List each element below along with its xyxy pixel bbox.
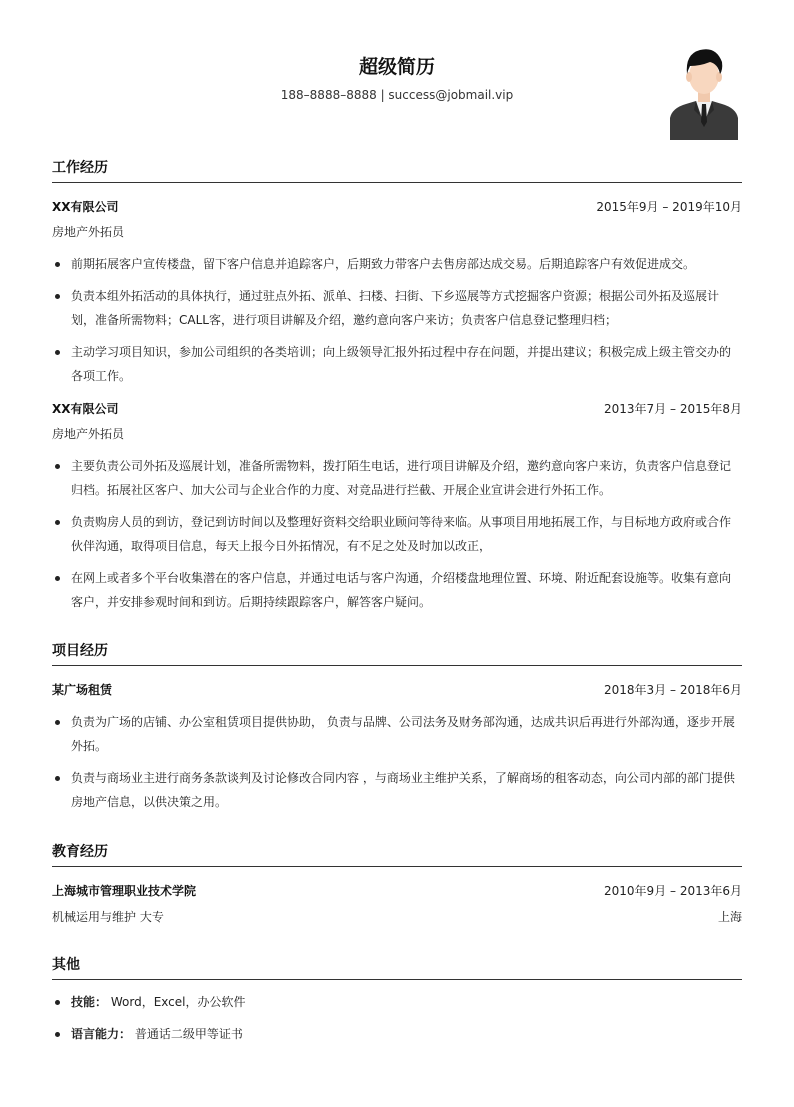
list-item: 主要负责公司外拓及巡展计划，准备所需物料，拨打陌生电话，进行项目讲解及介绍，邀约意向客户来访，负责客户信息登记归档。拓展社区客户、加大公司与企业合作的力度、对竞品进行拦截、开展企业宣讲会进行外拓工作。: [52, 454, 742, 502]
company-name: XX有限公司: [52, 199, 119, 214]
section-divider: [52, 665, 742, 666]
avatar-photo: [666, 44, 742, 140]
project-section-header: [52, 640, 742, 666]
language-label: 语言能力：: [71, 1027, 132, 1041]
resume-name: 超级简历: [358, 56, 435, 78]
education-section-title: 教育经历: [52, 844, 108, 860]
project-entry: [52, 680, 742, 698]
language-value: 普通话二级甲等证书: [134, 1027, 243, 1041]
work-entry-2-duties: [52, 454, 742, 614]
date-range: 2018年3月 – 2018年6月: [604, 682, 742, 697]
contact-info: 188–8888–8888 | success@jobmail.vip: [280, 88, 514, 102]
work-entry-2: [52, 399, 742, 443]
project-duties: [52, 710, 742, 814]
other-list: [52, 990, 742, 1046]
list-item: 负责与商场业主进行商务条款谈判及讨论修改合同内容 ，与商场业主维护关系，了解商场的租客动态，向公司内部的部门提供房地产信息，以供决策之用。: [52, 766, 742, 814]
work-section-header: [52, 157, 742, 183]
resume-header: [0, 0, 794, 150]
work-entry-1: [52, 197, 742, 241]
job-title: 房地产外拓员: [52, 225, 125, 239]
section-divider: [52, 182, 742, 183]
list-item: [52, 1022, 742, 1046]
job-title: 房地产外拓员: [52, 427, 125, 441]
date-range: 2013年7月 – 2015年8月: [604, 401, 742, 416]
other-section-header: [52, 954, 742, 980]
skill-value: Word，Excel，办公软件: [110, 995, 246, 1009]
school-location: 上海: [717, 909, 742, 924]
education-entry: [52, 881, 742, 925]
work-entry-1-duties: [52, 252, 742, 388]
work-section-title: 工作经历: [52, 160, 108, 176]
skill-label: 技能：: [71, 995, 108, 1009]
other-section-title: 其他: [52, 957, 80, 973]
school-name: 上海城市管理职业技术学院: [52, 883, 197, 898]
education-section-header: [52, 841, 742, 867]
list-item: 前期拓展客户宣传楼盘，留下客户信息并追踪客户，后期致力带客户去售房部达成交易。后期追踪客户有效促进成交。: [52, 252, 742, 276]
list-item: 负责购房人员的到访，登记到访时间以及整理好资料交给职业顾问等待来临。从事项目用地拓展工作，与目标地方政府或合作伙伴沟通，取得项目信息，每天上报今日外拓情况，有不足之处及时加以改正，: [52, 510, 742, 558]
list-item: [52, 990, 742, 1014]
company-name: XX有限公司: [52, 401, 119, 416]
section-divider: [52, 866, 742, 867]
project-name: 某广场租赁: [52, 682, 113, 697]
list-item: 负责本组外拓活动的具体执行，通过驻点外拓、派单、扫楼、扫街、下乡巡展等方式挖掘客户资源；根据公司外拓及巡展计划，准备所需物料；CALL客，进行项目讲解及介绍，邀约意向客户来访；负责客户信息登记整理归档；: [52, 284, 742, 332]
date-range: 2010年9月 – 2013年6月: [604, 883, 742, 898]
list-item: 主动学习项目知识，参加公司组织的各类培训；向上级领导汇报外拓过程中存在问题，并提出建议；积极完成上级主管交办的各项工作。: [52, 340, 742, 388]
major-degree: 机械运用与维护 大专: [52, 909, 164, 924]
list-item: 负责为广场的店铺、办公室租赁项目提供协助， 负责与品牌、公司法务及财务部沟通，达成共识后再进行外部沟通，逐步开展外拓。: [52, 710, 742, 758]
project-section-title: 项目经历: [52, 643, 108, 659]
section-divider: [52, 979, 742, 980]
date-range: 2015年9月 – 2019年10月: [596, 199, 742, 214]
list-item: 在网上或者多个平台收集潜在的客户信息，并通过电话与客户沟通，介绍楼盘地理位置、环境、附近配套设施等。收集有意向客户，并安排参观时间和到访。后期持续跟踪客户，解答客户疑问。: [52, 566, 742, 614]
